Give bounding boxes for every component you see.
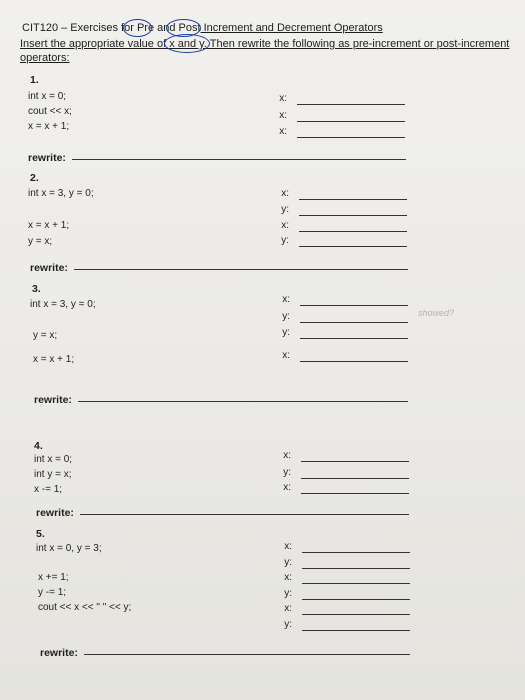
exercise-3-rewrite[interactable]: rewrite: [34,390,408,404]
instructions-xy: x and y. [169,38,207,50]
rewrite-blank[interactable] [72,159,406,160]
answer-blank[interactable] [302,552,410,553]
exercise-5-answer[interactable]: y: [265,619,410,633]
pen-circle-xy [164,34,210,53]
exercise-1-number: 1. [30,74,39,86]
exercise-1-answer[interactable]: x: [260,126,405,140]
exercise-1-rewrite[interactable]: rewrite: [28,148,406,162]
exercise-1-line: cout << x; [28,106,72,117]
exercise-5-line: y -= 1; [38,587,67,598]
exercise-1-line: int x = 0; [28,91,67,102]
answer-blank[interactable] [297,137,405,138]
answer-blank[interactable] [301,493,409,494]
exercise-5-line: x += 1; [38,572,69,583]
exercise-1-line: x = x + 1; [28,121,70,132]
exercise-2-line: int x = 3, y = 0; [28,188,94,199]
rewrite-blank[interactable] [84,654,410,655]
exercise-4-answer[interactable]: x: [264,482,409,496]
answer-blank[interactable] [302,599,410,600]
exercise-4-answer[interactable]: x: [264,450,409,464]
answer-blank[interactable] [299,231,407,232]
exercise-3-answer[interactable]: y: [263,311,408,325]
exercise-5-answer[interactable]: y: [265,588,410,602]
exercise-3-number: 3. [32,283,41,295]
exercise-5-answer[interactable]: y: [265,557,410,571]
rewrite-blank[interactable] [78,401,408,402]
answer-blank[interactable] [302,568,410,569]
exercise-4-number: 4. [34,440,43,452]
exercise-5-answer[interactable]: x: [265,572,410,586]
answer-blank[interactable] [299,215,407,216]
answer-blank[interactable] [301,478,409,479]
answer-blank[interactable] [300,338,408,339]
exercise-2-answer[interactable]: x: [262,220,407,234]
answer-blank[interactable] [302,614,410,615]
exercise-5-line: int x = 0, y = 3; [36,543,102,554]
exercise-5-number: 5. [36,528,45,540]
exercise-4-line: x -= 1; [34,484,63,495]
exercise-4-rewrite[interactable]: rewrite: [36,503,409,517]
exercise-3-answer[interactable]: x: [263,294,408,308]
exercise-4-line: int y = x; [34,469,72,480]
exercise-3-answer[interactable]: y: [263,327,408,341]
exercise-2-answer[interactable]: y: [262,235,407,249]
exercise-2-line: x = x + 1; [28,220,70,231]
answer-blank[interactable] [301,461,409,462]
exercise-4-line: int x = 0; [34,454,73,465]
exercise-3-line: x = x + 1; [33,354,75,365]
rewrite-blank[interactable] [80,514,409,515]
exercise-1-answer[interactable]: x: [260,93,405,107]
answer-blank[interactable] [302,630,410,631]
answer-blank[interactable] [299,246,407,247]
exercise-5-rewrite[interactable]: rewrite: [40,643,410,657]
exercise-3-answer[interactable]: x: [263,350,408,364]
answer-blank[interactable] [302,583,410,584]
title-pre: Pre [136,22,155,34]
exercise-5-line: cout << x << " " << y; [38,602,132,613]
exercise-5-answer[interactable]: x: [265,603,410,617]
exercise-2-number: 2. [30,172,39,184]
instructions: Insert the appropriate value of x and y. Then rewrite the following as pre-increment or post-increment operators: [20,38,510,64]
exercise-2-answer[interactable]: y: [262,204,407,218]
rewrite-blank[interactable] [74,269,408,270]
answer-blank[interactable] [300,305,408,306]
pen-circle-pre [123,19,155,37]
exercise-5-answer[interactable]: x: [265,541,410,555]
pencil-note: showed? [418,308,455,318]
exercise-3-line: y = x; [33,330,58,341]
worksheet-title: CIT120 – Exercises for Pre and Post Increment and Decrement Operators [22,22,383,34]
exercise-2-line: y = x; [28,236,53,247]
answer-blank[interactable] [299,199,407,200]
exercise-1-answer[interactable]: x: [260,110,405,124]
title-post: Post [178,22,201,34]
answer-blank[interactable] [300,322,408,323]
answer-blank[interactable] [297,121,405,122]
answer-blank[interactable] [300,361,408,362]
answer-blank[interactable] [297,104,405,105]
exercise-2-answer[interactable]: x: [262,188,407,202]
exercise-4-answer[interactable]: y: [264,467,409,481]
exercise-3-line: int x = 3, y = 0; [30,299,96,310]
exercise-2-rewrite[interactable]: rewrite: [30,258,408,272]
